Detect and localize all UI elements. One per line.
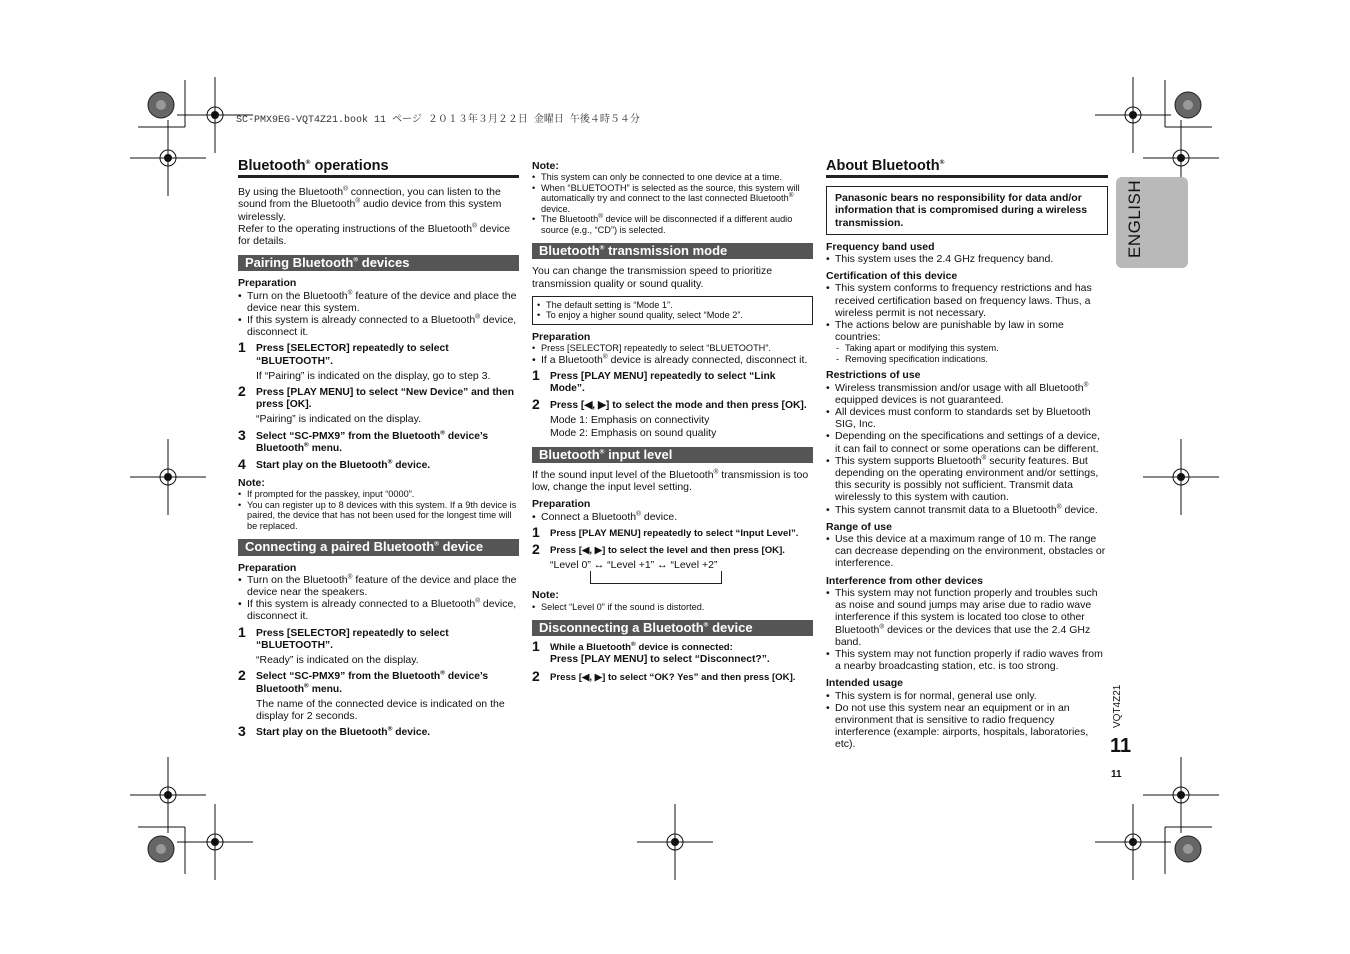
note-label: Note:	[238, 477, 265, 490]
preparation-label: Preparation	[532, 330, 591, 343]
list-item: • This system cannot transmit data to a Bluetooth® device.	[826, 504, 1108, 516]
registration-crosshair-icon	[130, 757, 206, 833]
color-target-icon	[1175, 836, 1201, 862]
info-item: • To enjoy a higher sound quality, select “Mode 2”.	[537, 310, 808, 321]
list-item: • This system conforms to frequency restrictions and has received certification based on frequency laws. Thus, a wireless permit is not necessary.	[826, 282, 1108, 319]
note-item: • If prompted for the passkey, input “0000”.	[238, 489, 519, 500]
intro-text: Refer to the operating instructions of the Bluetooth® device for details.	[238, 222, 511, 248]
list-item: • Do not use this system near an equipment or in an environment that is sensitive to radio frequency interference (example: airports, hospitals, laboratories, etc).	[826, 702, 1108, 751]
list-item: • Turn on the Bluetooth® feature of the device and place the device near the speakers.	[238, 574, 519, 598]
color-target-icon	[148, 92, 174, 118]
info-item: • The default setting is “Mode 1”.	[537, 300, 808, 311]
list-item: • Turn on the Bluetooth® feature of the device and place the device near this system.	[238, 290, 519, 314]
topic-label: Frequency band used	[826, 240, 935, 253]
topic-label: Range of use	[826, 520, 892, 533]
language-tab-label: ENGLISH	[1125, 179, 1144, 258]
section-title: Bluetooth® operations	[238, 160, 519, 178]
registration-crosshair-icon	[177, 804, 253, 880]
note-item: • When “BLUETOOTH” is selected as the source, this system will automatically try and connect to the last connected Bluetooth® device.	[532, 183, 813, 215]
registration-crosshair-icon	[130, 439, 206, 515]
registration-crosshair-icon	[637, 804, 713, 880]
note-item: • You can register up to 8 devices with this system. If a 9th device is paired, the device that has not been used for the longest time will be replaced.	[238, 500, 519, 532]
note-label: Note:	[532, 589, 559, 602]
preparation-label: Preparation	[238, 277, 297, 290]
note-item: • This system can only be connected to one device at a time.	[532, 172, 813, 183]
list-item: • If this system is already connected to a Bluetooth® device, disconnect it.	[238, 314, 519, 338]
print-header-line: SC-PMX9EG-VQT4Z21.book 11 ページ ２０１３年３月２２日 金曜日 午後４時５４分	[236, 115, 640, 126]
registration-crosshair-icon	[1143, 757, 1219, 833]
warning-box: Panasonic bears no responsibility for data and/or information that is compromised during a wireless transmission.	[826, 186, 1108, 235]
registration-crosshair-icon	[130, 120, 206, 196]
topic-label: Restrictions of use	[826, 369, 921, 382]
topic-label: Certification of this device	[826, 270, 958, 283]
step: 1 Press [PLAY MENU] repeatedly to select “Link Mode”.	[532, 366, 776, 394]
step: 1 While a Bluetooth® device is connected: Press [PLAY MENU] to select “Disconnect?”.	[532, 638, 770, 666]
registration-crosshair-icon	[1095, 804, 1171, 880]
color-target-icon	[148, 836, 174, 862]
list-item: • Depending on the specifications and settings of a device, it can fail to connect or some operations can be different.	[826, 430, 1108, 454]
step: 1 Press [SELECTOR] repeatedly to select “BLUETOOTH”. “Ready” is indicated on the display.	[238, 623, 449, 667]
registration-crosshair-icon	[1143, 439, 1219, 515]
column-about	[826, 160, 1108, 751]
step: 2 Select “SC-PMX9” from the Bluetooth® device’s Bluetooth® menu. The name of the connected device is indicated on the display for 2 seconds.	[238, 667, 505, 722]
topic-label: Intended usage	[826, 677, 904, 690]
preparation-label: Preparation	[238, 561, 297, 574]
intro-text: You can change the transmission speed to prioritize transmission quality or sound quality.	[532, 265, 773, 290]
step: 2 Press [◀, ▶] to select the level and then press [OK]. “Level 0” ↔ “Level +1” ↔ “Level +2”	[532, 545, 813, 584]
list-item: • All devices must conform to standards set by Bluetooth SIG, Inc.	[826, 406, 1108, 430]
subsection-heading: Connecting a paired Bluetooth® device	[238, 539, 519, 555]
step: 2 Press [◀, ▶] to select “OK? Yes” and then press [OK].	[532, 667, 796, 684]
subsection-heading: Bluetooth® transmission mode	[532, 243, 813, 259]
list-item: • If a Bluetooth® device is already connected, disconnect it.	[532, 354, 813, 366]
note-item: • The Bluetooth® device will be disconnected if a different audio source (e.g., “CD”) is selected.	[532, 214, 813, 235]
column-operations	[238, 160, 519, 739]
subsection-heading: Disconnecting a Bluetooth® device	[532, 620, 813, 636]
step: 3 Select “SC-PMX9” from the Bluetooth® device’s Bluetooth® menu.	[238, 426, 489, 454]
registration-crosshair-icon	[1095, 77, 1171, 153]
list-item: • The actions below are punishable by law in some countries:	[826, 319, 1108, 343]
column-modes	[532, 160, 813, 684]
list-item: • Wireless transmission and/or usage with all Bluetooth® equipped devices is not guaranteed.	[826, 382, 1108, 406]
model-code: VQT4Z21	[1112, 684, 1123, 728]
sub-item: - Removing specification indications.	[826, 354, 1108, 365]
list-item: • This system supports Bluetooth® security features. But depending on the operating environment and/or settings, this security is possibly not sufficient. Transmit data wirelessly to this system with caution.	[826, 455, 1108, 504]
subsection-heading: Pairing Bluetooth® devices	[238, 255, 519, 271]
color-target-icon	[1175, 92, 1201, 118]
list-item: • This system may not function properly if radio waves from a nearby broadcasting station, etc. is too strong.	[826, 648, 1108, 672]
page-number-large: 11	[1110, 735, 1132, 757]
input-level-cycle: “Level 0” ↔ “Level +1” ↔ “Level +2”	[550, 559, 813, 584]
list-item: • This system uses the 2.4 GHz frequency band.	[826, 253, 1108, 265]
intro-text: By using the Bluetooth® connection, you can listen to the sound from the Bluetooth® audio device from this system wirelessly.	[238, 185, 502, 223]
preparation-label: Preparation	[532, 498, 591, 511]
list-item: • Connect a Bluetooth® device.	[532, 511, 813, 523]
list-item: • Use this device at a maximum range of 10 m. The range can decrease depending on the environment, obstacles or interference.	[826, 533, 1108, 570]
list-item: • If this system is already connected to a Bluetooth® device, disconnect it.	[238, 598, 519, 622]
subsection-heading: Bluetooth® input level	[532, 447, 813, 463]
topic-label: Interference from other devices	[826, 574, 983, 587]
sub-item: - Taking apart or modifying this system.	[826, 343, 1108, 354]
list-item: • Press [SELECTOR] repeatedly to select “BLUETOOTH”.	[532, 343, 813, 354]
step: 3 Start play on the Bluetooth® device.	[238, 723, 431, 740]
list-item: • This system is for normal, general use only.	[826, 690, 1108, 702]
step: 2 Press [PLAY MENU] to select “New Device” and then press [OK]. “Pairing” is indicated on the display.	[238, 383, 515, 426]
intro-text: If the sound input level of the Bluetooth® transmission is too low, change the input level setting.	[532, 468, 809, 494]
list-item: • This system may not function properly and troubles such as noise and sound jumps may arise due to radio wave interference if this system is located too close to other Bluetooth® devices or the devices that use the 2.4 GHz band.	[826, 587, 1108, 648]
note-item: • Select “Level 0” if the sound is distorted.	[532, 602, 813, 613]
step: 4 Start play on the Bluetooth® device.	[238, 456, 431, 473]
page-number-small: 11	[1111, 769, 1122, 780]
step: 1 Press [SELECTOR] repeatedly to select “BLUETOOTH”. If “Pairing” is indicated on the display, go to step 3.	[238, 339, 491, 382]
step: 2 Press [◀, ▶] to select the mode and then press [OK]. Mode 1: Emphasis on connectivity Mode 2: Emphasis on sound quality	[532, 396, 807, 439]
cycle-arrow-icon	[590, 571, 722, 584]
section-title: About Bluetooth®	[826, 160, 1108, 178]
note-label: Note:	[532, 160, 559, 172]
step: 1 Press [PLAY MENU] repeatedly to select “Input Level”.	[532, 523, 799, 540]
info-box	[532, 296, 813, 325]
